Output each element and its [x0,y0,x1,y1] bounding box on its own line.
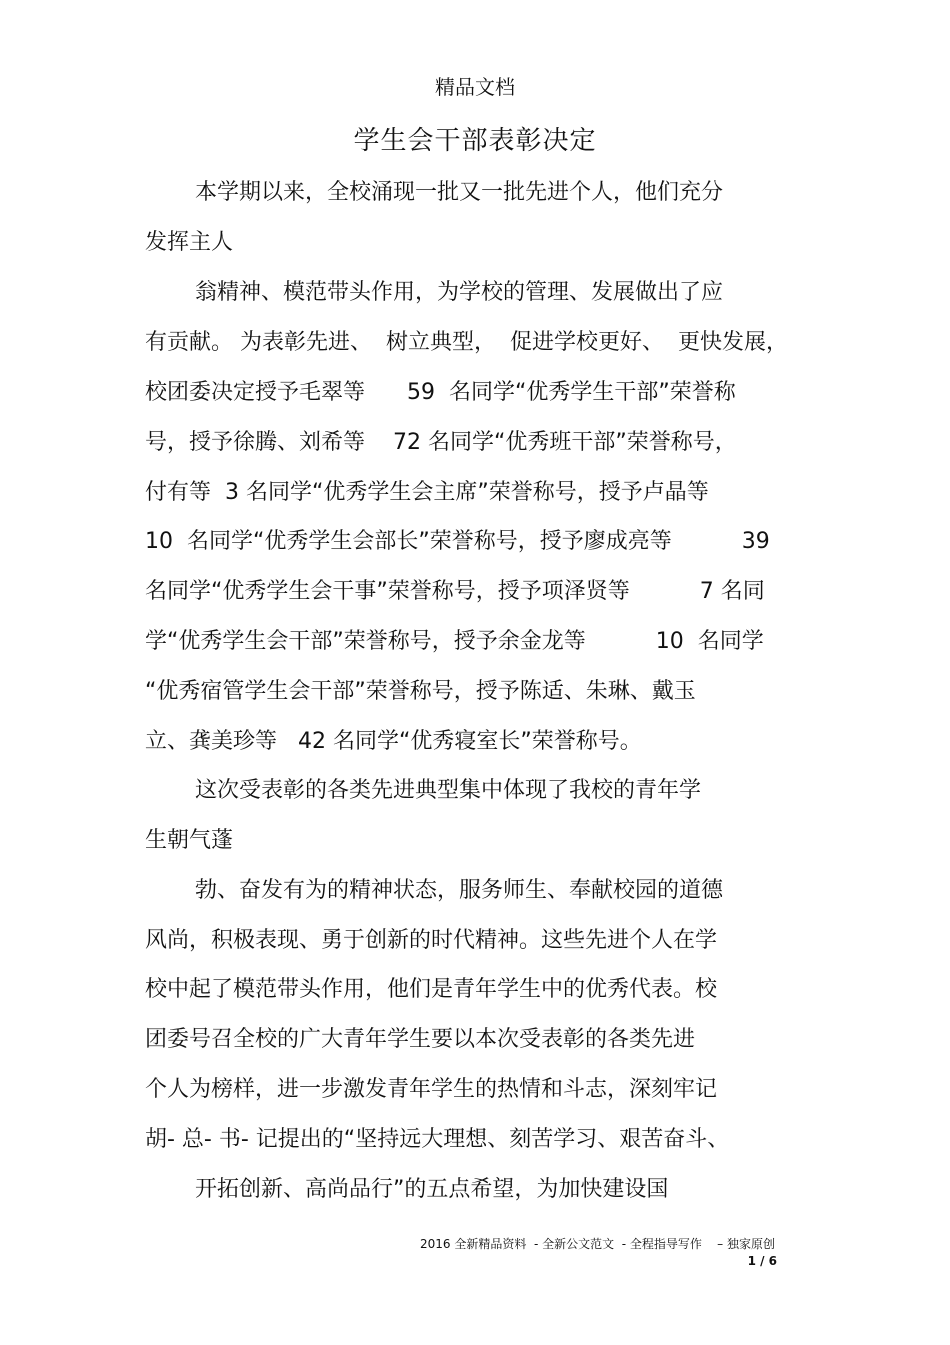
body-line: 团委号召全校的广大青年学生要以本次受表彰的各类先进 [145,1027,696,1052]
body-line: 号，授予徐腾、刘希等 72 名同学“优秀班干部”荣誉称号， [145,430,737,455]
body-line: 个人为榜样，进一步激发青年学生的热情和斗志，深刻牢记 [145,1077,718,1102]
body-line: 这次受表彰的各类先进典型集中体现了我校的青年学 [195,778,702,803]
body-line: 校中起了模范带头作用，他们是青年学生中的优秀代表。校 [145,977,718,1002]
body-line: 立、龚美珍等 42 名同学“优秀寝室长”荣誉称号。 [145,729,642,754]
body-line: 名同学“优秀学生会干事”荣誉称号，授予项泽贤等 7 名同 [145,579,765,604]
body-line: 发挥主人 [145,230,234,255]
body-line: 10 名同学“优秀学生会部长”荣誉称号，授予廖成亮等 39 [145,529,770,554]
body-line: 学“优秀学生会干部”荣誉称号，授予余金龙等 10 名同学 [145,629,764,654]
body-line: 开拓创新、高尚品行”的五点希望，为加快建设国 [195,1177,669,1202]
body-line: “优秀宿管学生会干部”荣誉称号，授予陈适、朱琳、戴玉 [145,679,696,704]
body-line: 翁精神、模范带头作用，为学校的管理、发展做出了应 [195,280,724,305]
body-line: 勃、奋发有为的精神状态，服务师生、奉献校园的道德 [195,878,724,903]
body-line: 有贡献。 为表彰先进、 树立典型， 促进学校更好、 更快发展， [145,330,788,355]
body-line: 付有等 3 名同学“优秀学生会主席”荣誉称号，授予卢晶等 [145,480,709,505]
body-line: 校团委决定授予毛翠等 59 名同学“优秀学生干部”荣誉称 [145,380,736,405]
body-line: 风尚，积极表现、勇于创新的时代精神。这些先进个人在学 [145,928,718,953]
body-line: 本学期以来，全校涌现一批又一批先进个人，他们充分 [195,180,724,205]
page-number: 1 / 6 [747,1254,777,1268]
body-line: 胡- 总- 书- 记提出的“坚持远大理想、刻苦学习、艰苦奋斗、 [145,1127,730,1152]
body-line: 生朝气蓬 [145,828,234,853]
page-header: 精品文档 [435,75,515,99]
document-title: 学生会干部表彰决定 [353,126,597,156]
page-footer: 2016 全新精品资料 - 全新公文范文 - 全程指导写作 – 独家原创 [420,1237,775,1251]
